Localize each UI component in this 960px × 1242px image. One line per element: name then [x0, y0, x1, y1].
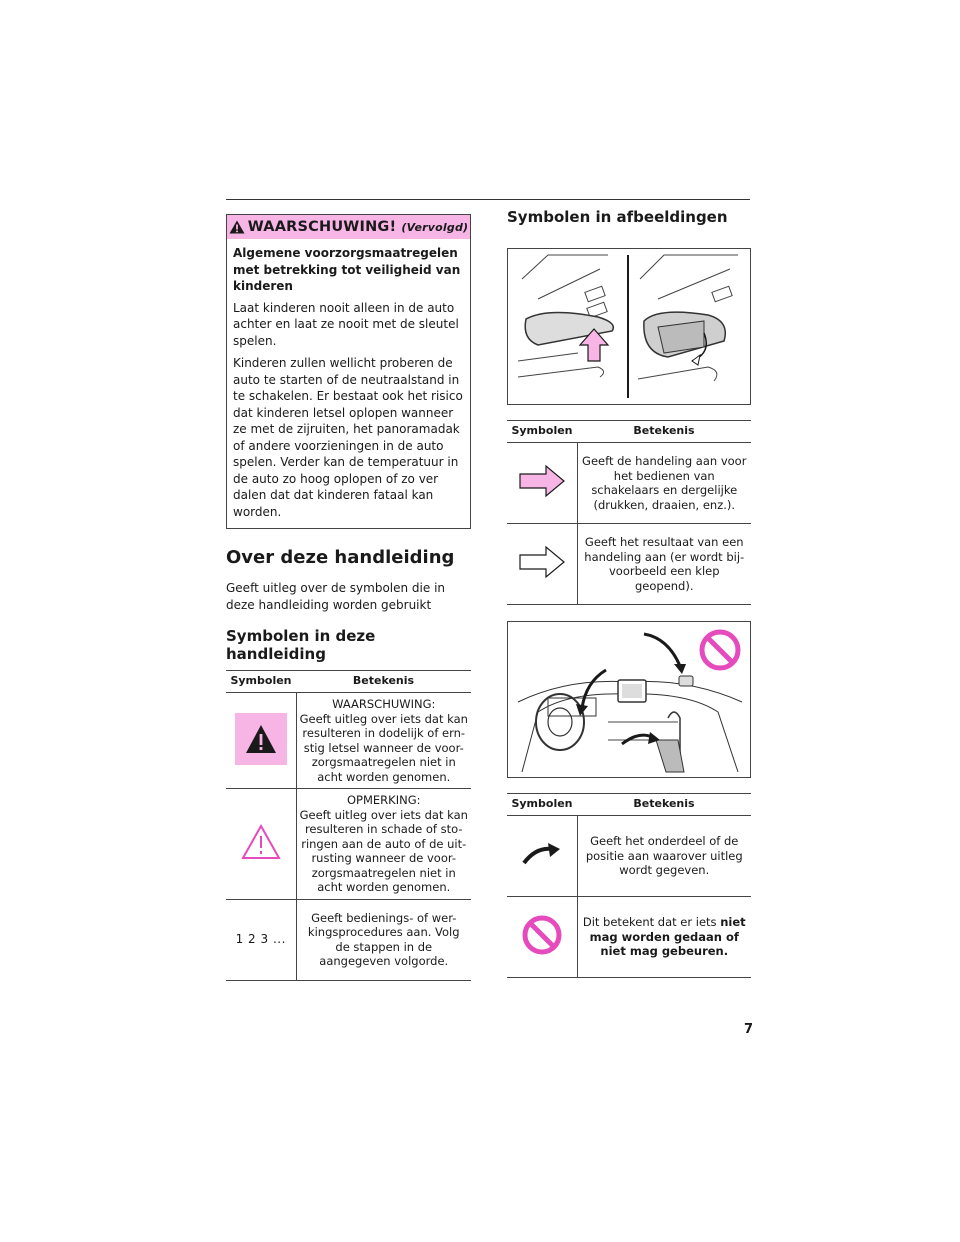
symbols-heading: Symbolen in deze handleiding: [226, 627, 376, 663]
pink-arrow-icon: [518, 464, 566, 498]
meaning-cell: Geeft het resultaat van een handeling aan (er wordt bij-voorbeeld een klep geopend).: [577, 524, 751, 605]
warning-triangle-icon: [229, 220, 245, 234]
symbol-cell: [226, 899, 296, 980]
meaning-cell: Geeft de handeling aan voor het bedienen van schakelaars en dergelijke (drukken, draaien, enz.).: [577, 443, 751, 524]
table-row: [507, 816, 751, 897]
symbol-cell: [507, 897, 577, 978]
col-header-symbol: Symbolen: [507, 421, 577, 443]
step-numbers-symbol: 1 2 3 ...: [235, 932, 286, 947]
table-header-row: [507, 794, 751, 816]
warning-header: [227, 215, 470, 239]
table-header-row: [226, 671, 471, 693]
warning-continued: (Vervolgd): [401, 220, 469, 234]
symbol-cell: [226, 789, 296, 900]
table-row: [226, 693, 471, 789]
right-column: [507, 206, 751, 978]
images-symbols-table-1: [507, 420, 751, 605]
table-row: [226, 789, 471, 900]
meaning-bold: niet mag worden gedaan of niet mag gebeuren.: [589, 915, 746, 959]
meaning-cell: OPMERKING: Geeft uitleg over iets dat kan resulteren in schade of sto-ringen aan de auto of de uit-rusting wanneer de voor-zorgsmaatregelen niet in acht worden genomen.: [296, 789, 471, 900]
top-rule: [226, 199, 750, 200]
table-header-row: [507, 421, 751, 443]
warning-subtitle: Algemene voorzorgsmaatregelen met betrekking tot veiligheid van kinderen: [233, 246, 461, 293]
col-header-meaning: Betekenis: [296, 671, 471, 693]
meaning-cell: Geeft bedienings- of wer-kingsprocedures aan. Volg de stappen in de aangegeven volgorde.: [296, 899, 471, 980]
images-heading: Symbolen in afbeeldingen: [507, 208, 728, 226]
dashboard-illustration: [508, 622, 750, 777]
page-number: 7: [744, 1022, 754, 1037]
mirror-switch-illustration: [508, 249, 750, 404]
table-row: [226, 899, 471, 980]
manual-symbols-table: [226, 670, 471, 981]
meaning-cell: Geeft het onderdeel of de positie aan waarover uitleg wordt gegeven.: [577, 816, 751, 897]
outline-arrow-icon: [518, 545, 566, 579]
warning-paragraph-2: Kinderen zullen wellicht proberen de auto te starten of de neutraalstand in te schakelen. Er bestaat ook het risico dat kinderen letsel oplopen wanneer ze met de zijruiten, het panoramadak of andere voorzieningen in de auto spelen. Verder kan de temperatuur in de auto zo hoog oplopen of zo ver dalen dat dat kinderen fataal kan worden.: [233, 356, 463, 519]
table-row: [507, 524, 751, 605]
col-header-meaning: Betekenis: [577, 794, 751, 816]
meaning-plain: Dit betekent dat er iets: [582, 915, 721, 930]
warning-symbol-icon: [235, 713, 287, 765]
warning-title: WAARSCHUWING!: [247, 219, 397, 235]
col-header-symbol: Symbolen: [226, 671, 296, 693]
left-column: [226, 214, 471, 981]
warning-body: [227, 239, 470, 528]
illustration-dashboard: [507, 621, 751, 778]
illustration-mirror-switch: [507, 248, 751, 405]
symbol-cell: [507, 816, 577, 897]
table-row: [507, 443, 751, 524]
section-heading: Over deze handleiding: [226, 547, 455, 568]
symbol-cell: [507, 443, 577, 524]
prohibition-icon: [520, 913, 564, 957]
section-intro: Geeft uitleg over de symbolen die in deze handleiding worden gebruikt: [226, 581, 446, 612]
warning-paragraph-1: Laat kinderen nooit alleen in de auto achter en laat ze nooit met de sleutel spelen.: [233, 300, 459, 348]
table-row: [507, 897, 751, 978]
warning-box: [226, 214, 471, 529]
meaning-cell: WAARSCHUWING: Geeft uitleg over iets dat kan resulteren in dodelijk of ern-stig letsel wanneer de voor-zorgsmaatregelen niet in acht worden genomen.: [296, 693, 471, 789]
meaning-cell: [577, 897, 751, 978]
symbol-cell: [226, 693, 296, 789]
col-header-symbol: Symbolen: [507, 794, 577, 816]
caution-symbol-icon: [239, 822, 283, 862]
pointer-arrow-icon: [522, 841, 562, 867]
images-symbols-table-2: [507, 793, 751, 978]
col-header-meaning: Betekenis: [577, 421, 751, 443]
symbol-cell: [507, 524, 577, 605]
